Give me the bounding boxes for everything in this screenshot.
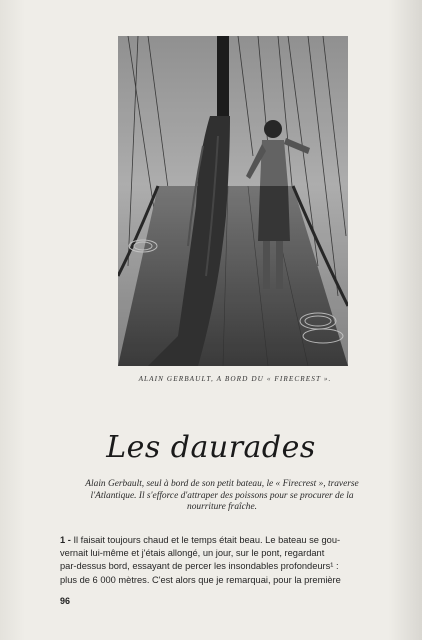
body-paragraph — [60, 534, 378, 587]
photo-caption: ALAIN GERBAULT, A BORD DU « FIRECREST ». — [138, 375, 332, 383]
body-line: par-dessus bord, essayant de percer les insondables profondeurs¹ : — [60, 561, 339, 572]
paragraph-number: 1 - — [60, 535, 71, 545]
chapter-title: Les daurades — [106, 430, 316, 465]
intro-paragraph: Alain Gerbault, seul à bord de son petit bateau, le « Firecrest », traverse l'Atlantique. Il s'efforce d'attraper des poissons pour se procurer de la nourriture fraîche. — [85, 479, 359, 512]
photo-illustration — [118, 36, 348, 366]
page-number: 96 — [60, 596, 71, 606]
sailor-on-deck-photo — [118, 36, 348, 366]
body-line: plus de 6 000 mètres. C'est alors que je remarquai, pour la première — [60, 574, 341, 585]
body-line: 1 - Il faisait toujours chaud et le temps était beau. Le bateau se gou- — [60, 535, 341, 545]
body-line: vernait lui-même et j'étais allongé, un jour, sur le pont, regardant — [60, 548, 325, 559]
